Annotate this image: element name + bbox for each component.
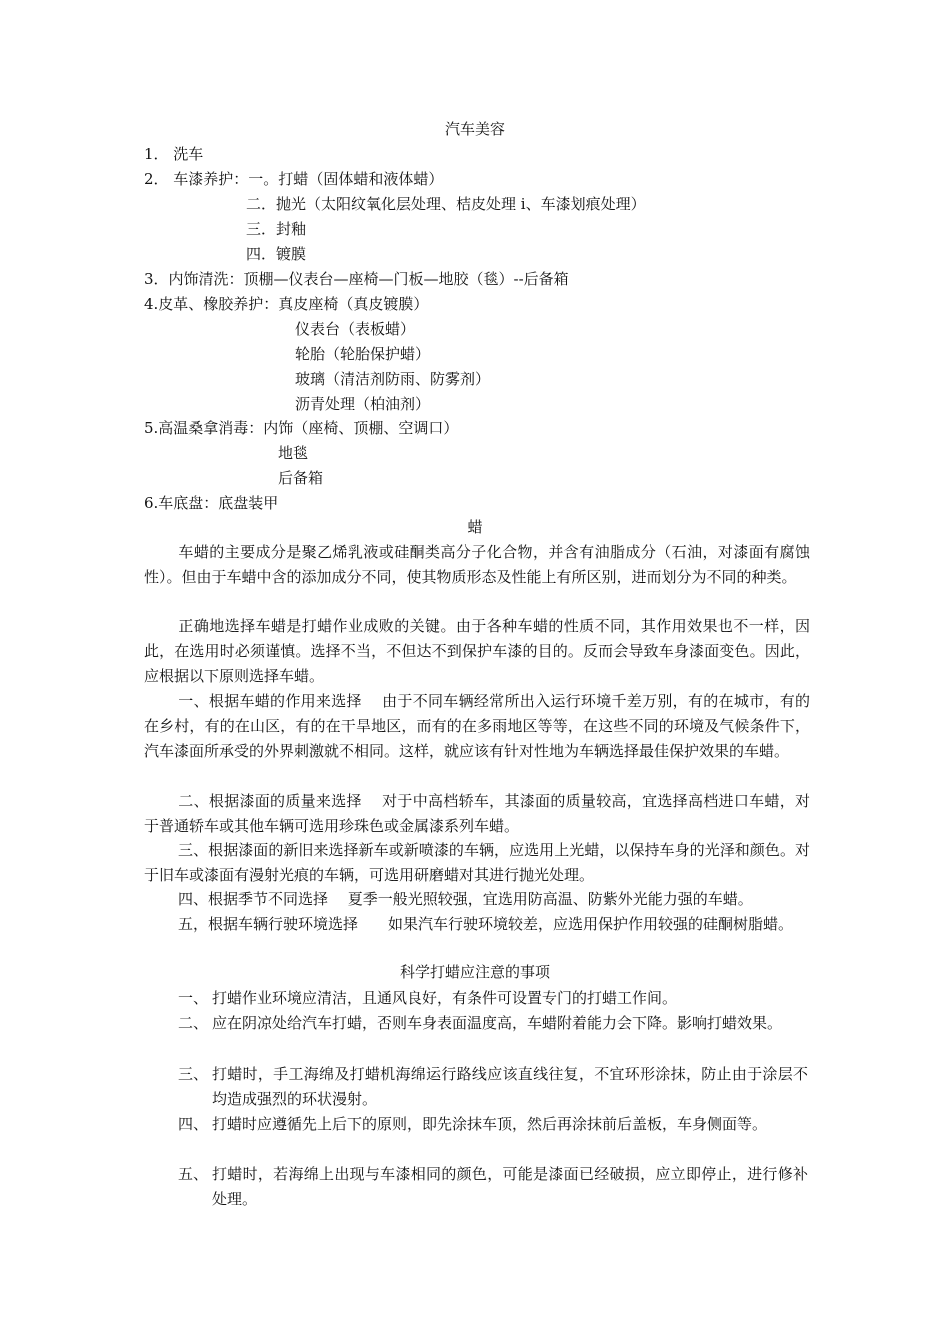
note-item-number: 一、 bbox=[178, 989, 209, 1007]
note-item bbox=[178, 1112, 808, 1137]
note-item-text: 打蜡时，手工海绵及打蜡机海绵运行路线应该直线往复，不宜环形涂抹，防止由于涂层不均造成强烈的环状漫射。 bbox=[212, 1065, 808, 1108]
wax-paragraph-2 bbox=[144, 614, 810, 688]
outline-item-4-sub-1: 仪表台（表板蜡） bbox=[295, 320, 416, 338]
wax-paragraph-3-text: 一、根据车蜡的作用来选择 由于不同车辆经常所出入运行环境千差万别，有的在城市，有的在乡村，有的在山区，有的在干旱地区，而有的在多雨地区等等，在这些不同的环境及气候条件下，汽车漆面所承受的外界刺激就不相同。这样，就应该有针对性地为车辆选择最佳保护效果的车蜡。 bbox=[144, 692, 810, 760]
wax-paragraph-5-text: 三、根据漆面的新旧来选择新车或新喷漆的车辆，应选用上光蜡，以保持车身的光泽和颜色。对于旧车或漆面有漫射光痕的车辆，可选用研磨蜡对其进行抛光处理。 bbox=[144, 841, 810, 884]
note-item-text: 打蜡时，若海绵上出现与车漆相同的颜色，可能是漆面已经破损，应立即停止，进行修补处理。 bbox=[212, 1165, 808, 1208]
outline-item-2-sub-3: 三．封釉 bbox=[246, 220, 307, 238]
note-item-text: 打蜡作业环境应清洁，且通风良好，有条件可设置专门的打蜡工作间。 bbox=[212, 989, 678, 1007]
note-item bbox=[178, 1162, 808, 1211]
outline-item-5-sub-2: 后备箱 bbox=[278, 469, 324, 487]
wax-paragraph-4-text: 二、根据漆面的质量来选择 对于中高档轿车，其漆面的质量较高，宜选择高档进口车蜡，对于普通轿车或其他车辆可选用珍珠色或金属漆系列车蜡。 bbox=[144, 792, 810, 835]
outline-item-6: 6.车底盘：底盘装甲 bbox=[144, 494, 279, 512]
note-item-number: 五、 bbox=[178, 1165, 209, 1183]
wax-paragraph-6-text: 四、根据季节不同选择 夏季一般光照较强，宜选用防高温、防紫外光能力强的车蜡。 bbox=[178, 890, 753, 908]
note-item-number: 三、 bbox=[178, 1065, 209, 1083]
note-item-text: 应在阴凉处给汽车打蜡，否则车身表面温度高，车蜡附着能力会下降。影响打蜡效果。 bbox=[212, 1014, 783, 1032]
wax-paragraph-1-text: 车蜡的主要成分是聚乙烯乳液或硅酮类高分子化合物，并含有油脂成分（石油，对漆面有腐蚀性）。但由于车蜡中含的添加成分不同，使其物质形态及性能上有所区别，进而划分为不同的种类。 bbox=[144, 543, 810, 586]
wax-paragraph-5 bbox=[144, 838, 810, 888]
note-item-number: 四、 bbox=[178, 1115, 209, 1133]
note-item bbox=[178, 1011, 808, 1036]
outline-item-4: 4.皮革、橡胶养护：真皮座椅（真皮镀膜） bbox=[144, 295, 429, 313]
wax-paragraph-7-text: 五，根据车辆行驶环境选择 如果汽车行驶环境较差，应选用保护作用较强的硅酮树脂蜡。 bbox=[178, 915, 794, 933]
outline-item-3: 3．内饰清洗：顶棚—仪表台—座椅—门板—地胶（毯）--后备箱 bbox=[144, 270, 569, 288]
outline-item-4-sub-3: 玻璃（清洁剂防雨、防雾剂） bbox=[295, 370, 491, 388]
wax-paragraph-3 bbox=[144, 689, 810, 763]
outline-item-4-sub-2: 轮胎（轮胎保护蜡） bbox=[295, 345, 431, 363]
wax-paragraph-4 bbox=[144, 789, 810, 839]
outline-item-5: 5.高温桑拿消毒：内饰（座椅、顶棚、空调口） bbox=[144, 419, 459, 437]
wax-paragraph-6 bbox=[144, 887, 810, 912]
note-item bbox=[178, 986, 808, 1011]
note-item-number: 二、 bbox=[178, 1014, 209, 1032]
outline-item-2-sub-2: 二．抛光（太阳纹氧化层处理、桔皮处理 i、车漆划痕处理） bbox=[246, 195, 646, 213]
outline-item-5-sub-1: 地毯 bbox=[278, 444, 309, 462]
wax-heading: 蜡 bbox=[467, 518, 483, 536]
note-item-text: 打蜡时应遵循先上后下的原则，即先涂抹车顶，然后再涂抹前后盖板，车身侧面等。 bbox=[212, 1115, 768, 1133]
outline-item-2-sub-4: 四．镀膜 bbox=[246, 245, 307, 263]
outline-item-4-sub-4: 沥青处理（柏油剂） bbox=[295, 395, 431, 413]
notes-heading: 科学打蜡应注意的事项 bbox=[399, 963, 550, 981]
note-item bbox=[178, 1062, 808, 1111]
outline-item-1: 1． 洗车 bbox=[144, 145, 204, 163]
wax-paragraph-7 bbox=[144, 912, 810, 937]
document-title: 汽车美容 bbox=[444, 120, 505, 138]
outline-item-2: 2． 车漆养护：一。打蜡（固体蜡和液体蜡） bbox=[144, 170, 444, 188]
wax-paragraph-2-text: 正确地选择车蜡是打蜡作业成败的关键。由于各种车蜡的性质不同，其作用效果也不一样，因此，在选用时必须谨慎。选择不当，不但达不到保护车漆的目的。反而会导致车身漆面变色。因此，应根据以下原则选择车蜡。 bbox=[144, 617, 810, 685]
wax-paragraph-1 bbox=[144, 540, 810, 590]
